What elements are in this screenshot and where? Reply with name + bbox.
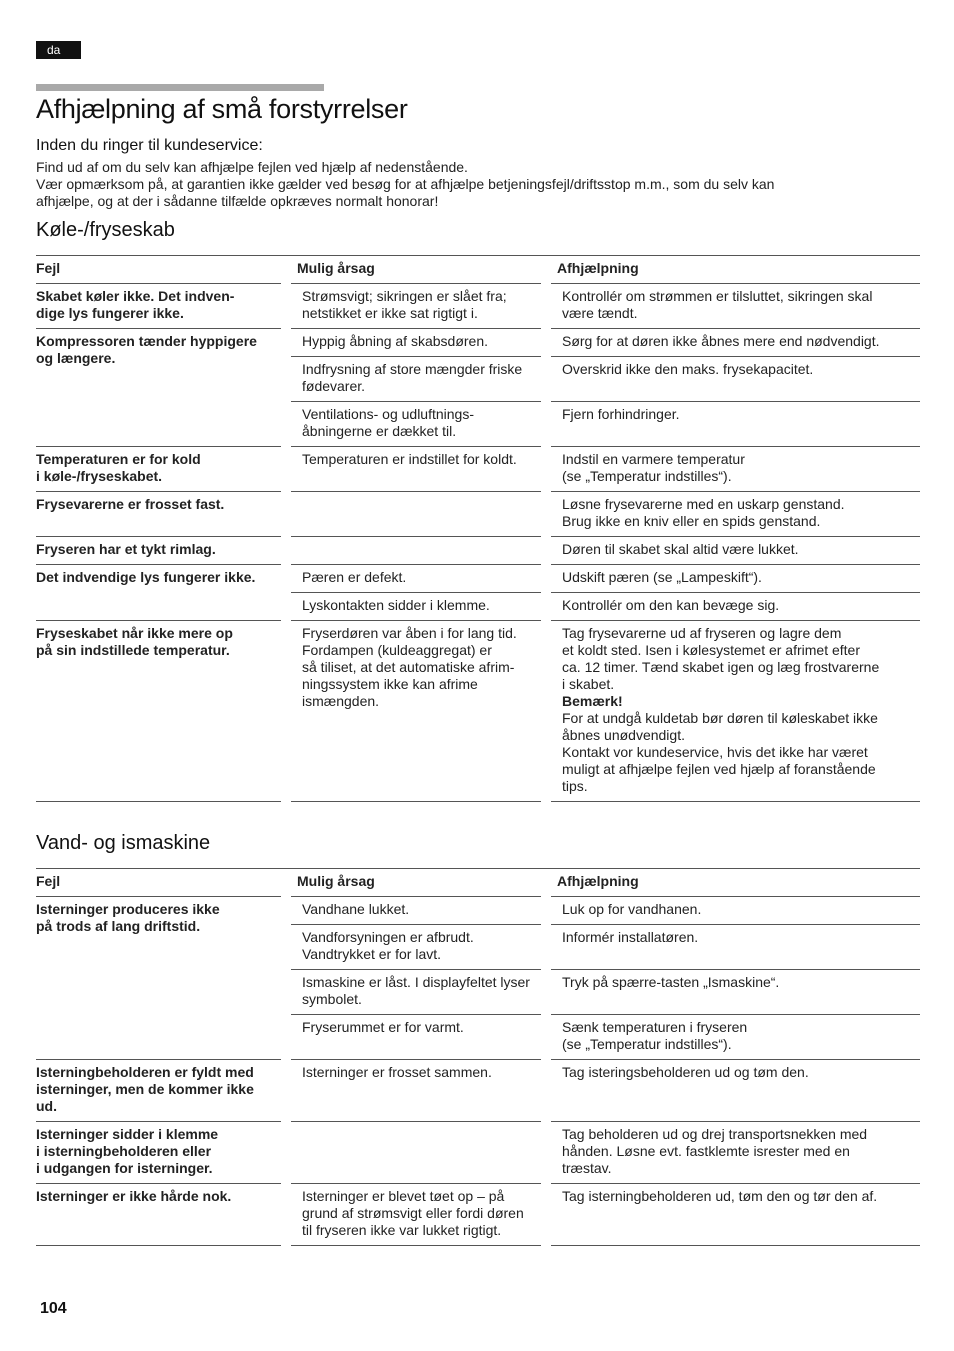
remedy-cell — [546, 925, 920, 970]
text-line: isterninger, men de kommer ikke — [36, 1081, 254, 1097]
text-line: Overskrid ikke den maks. frysekapacitet. — [562, 361, 814, 377]
text-line: Tryk på spærre-tasten „Ismaskine“. — [562, 974, 780, 990]
cause-cell — [286, 1122, 546, 1184]
cause-cell — [286, 593, 546, 621]
remedy-cell — [546, 1184, 920, 1246]
text-line: Ismaskine er låst. I displayfeltet lyser — [302, 974, 530, 990]
text-line: Vandforsyningen er afbrudt. — [302, 929, 474, 945]
text-line: ud. — [36, 1098, 57, 1114]
text-line: Isterninger produceres ikke — [36, 901, 220, 917]
remedy-cell — [546, 593, 920, 621]
table-row — [36, 447, 920, 492]
text-line: så tiliset, at det automatiske afrim- — [302, 659, 515, 675]
text-line: Tag isterningbeholderen ud, tøm den og tør den af. — [562, 1188, 878, 1204]
text-line: Tag beholderen ud og drej transportsnekken med — [562, 1126, 868, 1142]
cause-cell — [286, 447, 546, 492]
text-line: Frysevarerne er frosset fast. — [36, 496, 225, 512]
table-row — [36, 329, 920, 357]
cause-cell — [286, 1184, 546, 1246]
page-title: Afhjælpning af små forstyrrelser — [36, 94, 408, 124]
text-line: åbningerne er dækket til. — [302, 423, 457, 439]
table-row — [36, 492, 920, 537]
intro-heading: Inden du ringer til kundeservice: — [36, 137, 263, 154]
text-line: tips. — [562, 778, 588, 794]
text-line: Informér installatøren. — [562, 929, 699, 945]
text-line: dige lys fungerer ikke. — [36, 305, 184, 321]
table-row — [36, 897, 920, 925]
text-line: Vandhane lukket. — [302, 901, 410, 917]
intro-line: afhjælpe, og at der i sådanne tilfælde opkræves normalt honorar! — [36, 193, 439, 209]
remedy-cell — [546, 565, 920, 593]
table-row — [36, 565, 920, 593]
cause-cell — [286, 492, 546, 537]
text-line: Temperaturen er indstillet for koldt. — [302, 451, 517, 467]
fault-cell — [36, 492, 286, 537]
text-line: Fryserdøren var åben i for lang tid. — [302, 625, 517, 641]
table-row — [36, 284, 920, 329]
text-line: Ventilations- og udluftnings- — [302, 406, 474, 422]
fault-cell — [36, 329, 286, 447]
text-line: Fryserummet er for varmt. — [302, 1019, 464, 1035]
fault-cell — [36, 1184, 286, 1246]
text-line: netstikket er ikke sat rigtigt i. — [302, 305, 478, 321]
remedy-cell — [546, 1060, 920, 1122]
cause-cell — [286, 925, 546, 970]
remedy-cell — [546, 284, 920, 329]
text-line: Hyppig åbning af skabsdøren. — [302, 333, 488, 349]
page-number: 104 — [40, 1300, 67, 1317]
text-line: være tændt. — [562, 305, 638, 321]
cause-cell — [286, 537, 546, 565]
cause-cell — [286, 970, 546, 1015]
remedy-cell — [546, 897, 920, 925]
text-line: Kontrollér om den kan bevæge sig. — [562, 597, 780, 613]
text-line: fødevarer. — [302, 378, 366, 394]
table-row — [36, 1060, 920, 1122]
table-row — [36, 1184, 920, 1246]
cause-cell — [286, 284, 546, 329]
text-line: Kontakt vor kundeservice, hvis det ikke har været — [562, 744, 868, 760]
remedy-cell — [546, 357, 920, 402]
cause-cell — [286, 357, 546, 402]
text-line: For at undgå kuldetab bør døren til køleskabet ikke — [562, 710, 878, 726]
text-line: ningssystem ikke kan afrime — [302, 676, 478, 692]
text-line: (se „Temperatur indstilles“). — [562, 1036, 732, 1052]
text-line: Fryseren har et tykt rimlag. — [36, 541, 216, 557]
column-header-cause: Mulig årsag — [286, 256, 546, 284]
text-line: i udgangen for isterninger. — [36, 1160, 213, 1176]
icemaker-table — [36, 868, 920, 1246]
text-line: Brug ikke en kniv eller en spids genstand. — [562, 513, 821, 529]
column-header-cause: Mulig årsag — [286, 869, 546, 897]
text-line: Tag frysevarerne ud af fryseren og lagre dem — [562, 625, 842, 641]
fault-cell — [36, 537, 286, 565]
text-line: Fjern forhindringer. — [562, 406, 680, 422]
table-row — [36, 537, 920, 565]
text-line: Lyskontakten sidder i klemme. — [302, 597, 490, 613]
column-header-fault: Fejl — [36, 256, 286, 284]
text-line: ismængden. — [302, 693, 380, 709]
remedy-cell — [546, 447, 920, 492]
cause-cell — [286, 402, 546, 447]
text-line: Vandtrykket er for lavt. — [302, 946, 442, 962]
remedy-cell — [546, 1122, 920, 1184]
column-header-remedy: Afhjælpning — [546, 256, 920, 284]
remedy-cell — [546, 970, 920, 1015]
intro-line: Vær opmærksom på, at garantien ikke gælder ved besøg for at afhjælpe betjeningsfejl/driftsstop m.m., som du selv kan — [36, 176, 775, 192]
text-line: Fordampen (kuldeaggregat) er — [302, 642, 492, 658]
text-line: i isterningbeholderen eller — [36, 1143, 212, 1159]
fault-cell — [36, 1122, 286, 1184]
text-line: Kompressoren tænder hyppigere — [36, 333, 257, 349]
text-line: (se „Temperatur indstilles“). — [562, 468, 732, 484]
text-line: Isterninger er blevet tøet op – på — [302, 1188, 505, 1204]
text-line: Skabet køler ikke. Det indven- — [36, 288, 235, 304]
text-line: til fryseren ikke var lukket rigtigt. — [302, 1222, 502, 1238]
text-line: Sænk temperaturen i fryseren — [562, 1019, 748, 1035]
cause-cell — [286, 1060, 546, 1122]
fault-cell — [36, 1060, 286, 1122]
note-label: Bemærk! — [562, 693, 623, 709]
fault-cell — [36, 447, 286, 492]
fault-cell — [36, 897, 286, 1060]
remedy-cell — [546, 537, 920, 565]
text-line: på trods af lang driftstid. — [36, 918, 201, 934]
intro-line: Find ud af om du selv kan afhjælpe fejlen ved hjælp af nedenstående. — [36, 159, 468, 175]
icemaker-section-heading: Vand- og ismaskine — [36, 832, 211, 854]
text-line: Temperaturen er for kold — [36, 451, 201, 467]
table-row — [36, 621, 920, 802]
text-line: i skabet. — [562, 676, 615, 692]
text-line: Det indvendige lys fungerer ikke. — [36, 569, 256, 585]
remedy-cell — [546, 402, 920, 447]
text-line: træstav. — [562, 1160, 612, 1176]
fault-cell — [36, 621, 286, 802]
text-line: Isterninger er frosset sammen. — [302, 1064, 492, 1080]
text-line: Indstil en varmere temperatur — [562, 451, 745, 467]
text-line: Luk op for vandhanen. — [562, 901, 702, 917]
fridge-table — [36, 255, 920, 802]
text-line: Udskift pæren (se „Lampeskift“). — [562, 569, 762, 585]
fault-cell — [36, 284, 286, 329]
text-line: Sørg for at døren ikke åbnes mere end nødvendigt. — [562, 333, 880, 349]
text-line: ca. 12 timer. Tænd skabet igen og læg frostvarerne — [562, 659, 880, 675]
remedy-cell — [546, 621, 920, 802]
cause-cell — [286, 621, 546, 802]
icemaker-table-body — [36, 897, 920, 1246]
text-line: hånden. Løsne evt. fastklemte isrester med en — [562, 1143, 850, 1159]
text-line: åbnes unødvendigt. — [562, 727, 685, 743]
remedy-cell — [546, 1015, 920, 1060]
cause-cell — [286, 897, 546, 925]
text-line: Kontrollér om strømmen er tilsluttet, sikringen skal — [562, 288, 873, 304]
text-line: Strømsvigt; sikringen er slået fra; — [302, 288, 507, 304]
text-line: i køle-/fryseskabet. — [36, 468, 163, 484]
text-line: Døren til skabet skal altid være lukket. — [562, 541, 799, 557]
text-line: symbolet. — [302, 991, 362, 1007]
cause-cell — [286, 1015, 546, 1060]
title-rule — [36, 84, 324, 91]
language-tag: da — [36, 41, 81, 59]
text-line: Fryseskabet når ikke mere op — [36, 625, 233, 641]
column-header-fault: Fejl — [36, 869, 286, 897]
text-line: Tag isteringsbeholderen ud og tøm den. — [562, 1064, 809, 1080]
table-row — [36, 1122, 920, 1184]
remedy-cell — [546, 492, 920, 537]
column-header-remedy: Afhjælpning — [546, 869, 920, 897]
text-line: Isterninger sidder i klemme — [36, 1126, 219, 1142]
text-line: på sin indstillede temperatur. — [36, 642, 230, 658]
intro-text — [36, 159, 916, 210]
fault-cell — [36, 565, 286, 621]
text-line: Pæren er defekt. — [302, 569, 407, 585]
fridge-table-body — [36, 284, 920, 802]
text-line: og længere. — [36, 350, 116, 366]
text-line: Isterningbeholderen er fyldt med — [36, 1064, 254, 1080]
text-line: grund af strømsvigt eller fordi døren — [302, 1205, 524, 1221]
text-line: et koldt sted. Isen i kølesystemet er afrimet efter — [562, 642, 860, 658]
fridge-section-heading: Køle-/fryseskab — [36, 219, 175, 241]
cause-cell — [286, 565, 546, 593]
text-line: Indfrysning af store mængder friske — [302, 361, 523, 377]
text-line: Løsne frysevarerne med en uskarp genstand. — [562, 496, 845, 512]
text-line: Isterninger er ikke hårde nok. — [36, 1188, 232, 1204]
cause-cell — [286, 329, 546, 357]
remedy-cell — [546, 329, 920, 357]
text-line: muligt at afhjælpe fejlen ved hjælp af foranstående — [562, 761, 876, 777]
